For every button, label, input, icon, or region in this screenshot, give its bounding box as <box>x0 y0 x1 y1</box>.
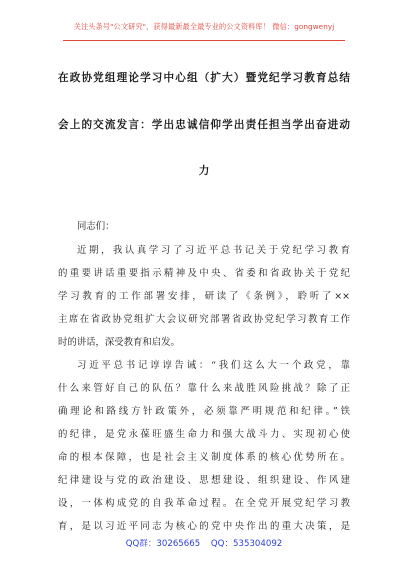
body-line: 什么来管好自己的队伍？靠什么来战胜风险挑战？除了正 <box>58 383 350 394</box>
document-title-line-3: 力 <box>198 165 210 177</box>
document-title-line-2: 会上的交流发言：学出忠诚信仰学出责任担当学出奋进动 <box>58 119 350 131</box>
footer-contact <box>0 537 408 549</box>
body-line: 确理论和路线方针政策外，必须靠严明规范和纪律。”铁 <box>58 406 350 417</box>
header-promo-text: 关注头条号"公文研究"，获得最新最全最专业的公文资料库！ 微信：gongwenyj <box>73 22 335 31</box>
body-line: 学习教育的工作部署安排，研读了《条例》，聆听了×× <box>58 291 350 302</box>
body-line: 的重要讲话重要指示精神及中央、省委和省政协关于党纪 <box>58 268 350 279</box>
body-line: 近期，我认真学习了习近平总书记关于党纪学习教育 <box>77 245 350 256</box>
body-line: 时的讲话，深受教育和启发。 <box>58 337 180 348</box>
body-line: 的纪律，是党永葆旺盛生命力和强大战斗力、实现初心使 <box>58 429 350 440</box>
document-title-line-1: 在政协党组理论学习中心组（扩大）暨党纪学习教育总结 <box>58 72 350 84</box>
qq-group-number: QQ群：30265665 <box>125 539 201 549</box>
body-line: 习近平总书记谆谆告诫：“我们这么大一个政党，靠 <box>77 360 350 371</box>
body-line: 纪律建设与党的政治建设、思想建设、组织建设、作风建 <box>58 475 350 486</box>
body-line: 设，一体构成党的自我革命过程。在全党开展党纪学习教 <box>58 498 350 509</box>
body-line: 主席在省政协党组扩大会议研究部署省政协党纪学习教育工作 <box>58 314 350 325</box>
header-divider <box>63 40 345 41</box>
salutation: 同志们： <box>77 221 115 232</box>
qq-number: QQ：535304092 <box>210 539 283 549</box>
body-line: 育，是以习近平同志为核心的党中央作出的重大决策，是 <box>58 521 350 532</box>
body-line: 命的根本保障，也是社会主义制度体系的核心优势所在。 <box>58 452 350 463</box>
